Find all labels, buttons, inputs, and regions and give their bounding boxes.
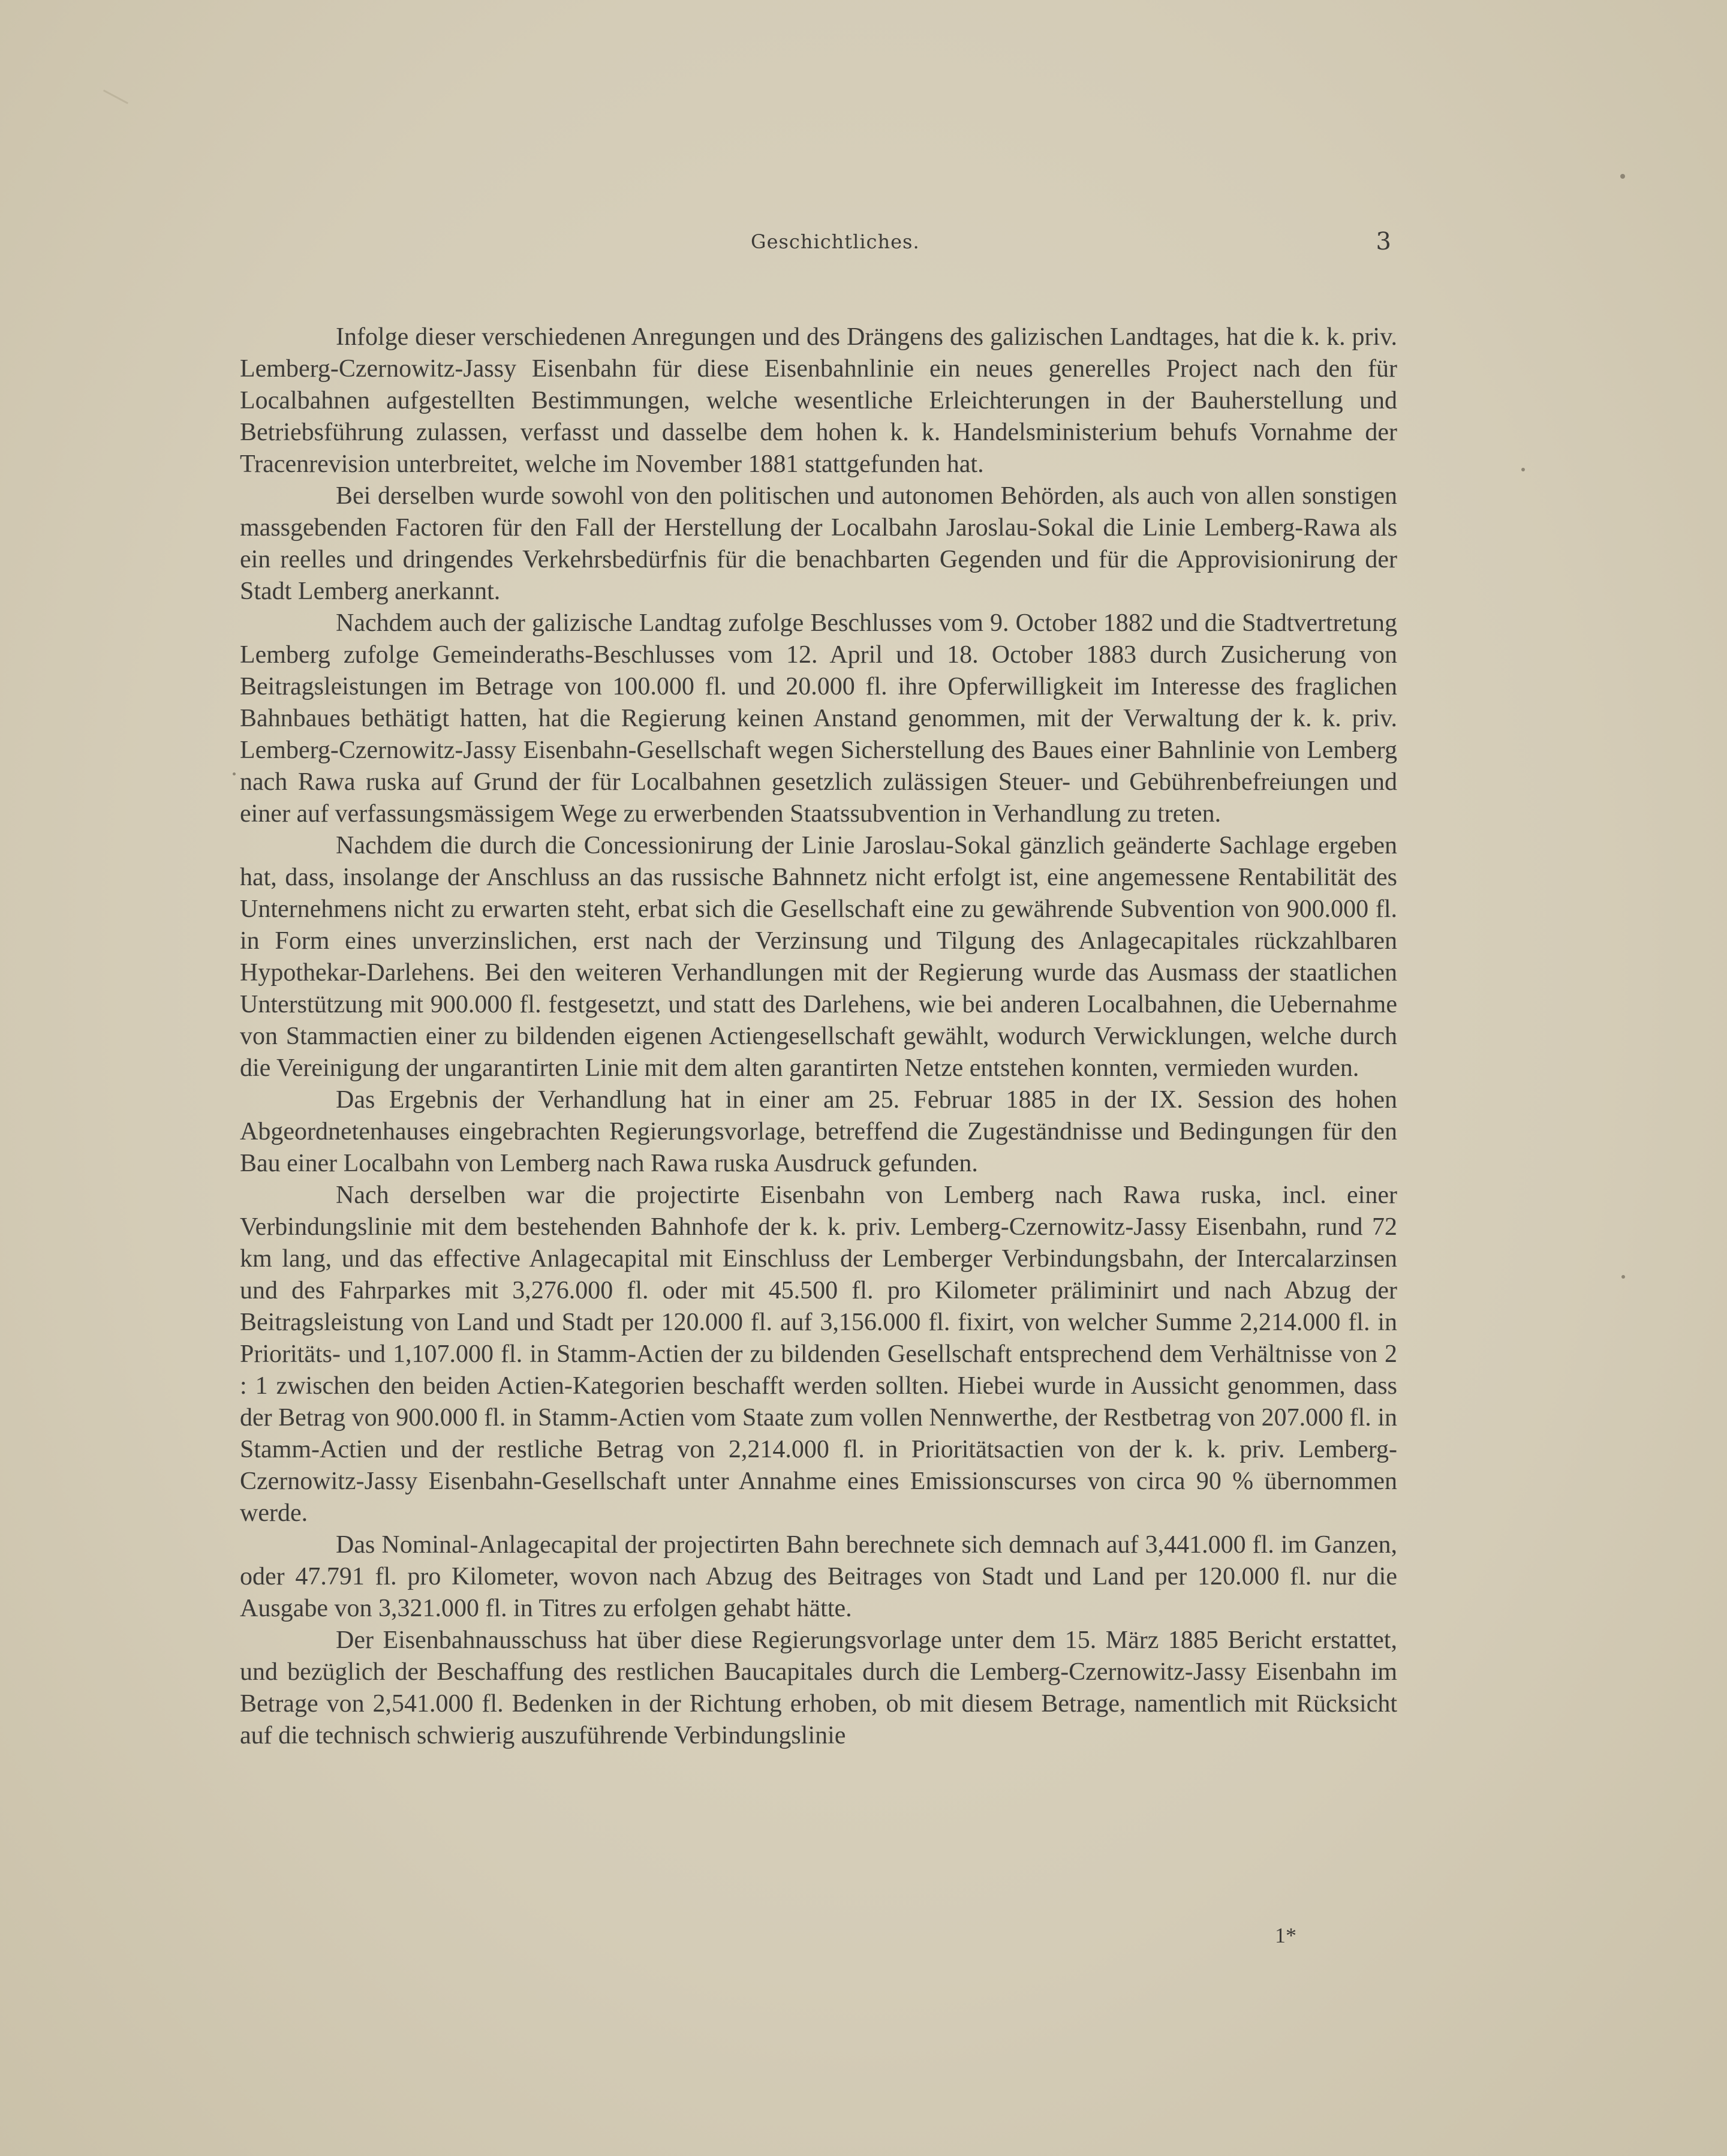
paragraph: Nachdem die durch die Concessionirung der Linie Jaroslau-Sokal gänzlich geänderte Sachlage ergeben hat, dass, insolange der Anschluss an das russische Bahnnetz nicht erfolgt ist, eine angemessene Rentabilität des Unternehmens nicht zu erwarten steht, erbat sich die Gesellschaft eine zu gewährende Subvention von 900.000 fl. in Form eines unverzinslichen, erst nach der Verzinsung und Tilgung des Anlagecapitales rückzahlbaren Hypothekar-Darlehens. Bei den weiteren Verhandlungen mit der Regierung wurde das Ausmass der staatlichen Unterstützung mit 900.000 fl. festgesetzt, und statt des Darlehens, wie bei anderen Localbahnen, die Uebernahme von Stammactien einer zu bildenden eigenen Actiengesellschaft gewählt, wodurch Verwicklungen, welche durch die Vereinigung der ungarantirten Linie mit dem alten garantirten Netze entstehen konnten, vermieden wurden. (240, 832, 1397, 1082)
paragraph: Das Ergebnis der Verhandlung hat in einer am 25. Februar 1885 in der IX. Session des hohen Abgeordnetenhauses eingebrachten Regierungsvorlage, betreffend die Zugeständnisse und Bedingungen für den Bau einer Localbahn von Lemberg nach Rawa ruska Ausdruck gefunden. (240, 1086, 1397, 1177)
paper-speck (233, 772, 236, 775)
running-title: Geschichtliches. (751, 230, 920, 253)
page-number: 3 (1376, 228, 1391, 255)
signature-mark: 1* (1275, 1923, 1296, 1947)
paragraph: Nach derselben war die projectirte Eisenbahn von Lemberg nach Rawa ruska, incl. einer Verbindungslinie mit dem bestehenden Bahnhofe der k. k. priv. Lemberg-Czernowitz-Jassy Eisenbahn, rund 72 km lang, und das effective Anlagecapital mit Einschluss der Lemberger Verbindungsbahn, der Intercalarzinsen und des Fahrparkes mit 3,276.000 fl. oder mit 45.500 fl. pro Kilometer präliminirt und nach Abzug der Beitragsleistung von Land und Stadt per 120.000 fl. auf 3,156.000 fl. fixirt, von welcher Summe 2,214.000 fl. in Prioritäts- und 1,107.000 fl. in Stamm-Actien der zu bildenden Gesellschaft entsprechend dem Verhältnisse von 2 : 1 zwischen den beiden Actien-Kategorien beschafft werden sollten. Hiebei wurde in Aussicht genommen, dass der Betrag von 900.000 fl. in Stamm-Actien vom Staate zum vollen Nennwerthe, der Restbetrag von 207.000 fl. in Stamm-Actien und der restliche Betrag von 2,214.000 fl. in Prioritätsactien von der k. k. priv. Lemberg-Czernowitz-Jassy Eisenbahn-Gesellschaft unter Annahme eines Emissionscurses von circa 90 % übernommen werde. (240, 1181, 1397, 1527)
running-head (240, 230, 1391, 266)
paragraph: Infolge dieser verschiedenen Anregungen und des Drängens des galizischen Landtages, hat die k. k. priv. Lemberg-Czernowitz-Jassy Eisenbahn für diese Eisenbahnlinie ein neues generelles Project nach den für Localbahnen aufgestellten Bestimmungen, welche wesentliche Erleichterungen in der Bauherstellung und Betriebsführung zulassen, verfasst und dasselbe dem hohen k. k. Handelsministerium behufs Vornahme der Tracenrevision unterbreitet, welche im November 1881 stattgefunden hat. (240, 323, 1397, 478)
paper-speck (1521, 468, 1525, 471)
paragraph: Nachdem auch der galizische Landtag zufolge Beschlusses vom 9. October 1882 und die Stadtvertretung Lemberg zufolge Gemeinderaths-Beschlusses vom 12. April und 18. October 1883 durch Zusicherung von Beitragsleistungen im Betrage von 100.000 fl. und 20.000 fl. ihre Opferwilligkeit im Interesse des fraglichen Bahnbaues bethätigt hatten, hat die Regierung keinen Anstand genommen, mit der Verwaltung der k. k. priv. Lemberg-Czernowitz-Jassy Eisenbahn-Gesellschaft wegen Sicherstellung des Baues einer Bahnlinie von Lemberg nach Rawa ruska auf Grund der für Localbahnen gesetzlich zulässigen Steuer- und Gebührenbefreiungen und einer auf verfassungsmässigem Wege zu erwerbenden Staatssubvention in Verhandlung zu treten. (240, 609, 1397, 828)
paragraph: Bei derselben wurde sowohl von den politischen und autonomen Behörden, als auch von allen sonstigen massgebenden Factoren für den Fall der Herstellung der Localbahn Jaroslau-Sokal die Linie Lemberg-Rawa als ein reelles und dringendes Verkehrsbedürfnis für die benachbarten Gegenden und für die Approvisionirung der Stadt Lemberg anerkannt. (240, 482, 1397, 605)
paragraph: Das Nominal-Anlagecapital der projectirten Bahn berechnete sich demnach auf 3,441.000 fl. im Ganzen, oder 47.791 fl. pro Kilometer, wovon nach Abzug des Beitrages von Stadt und Land per 120.000 fl. nur die Ausgabe von 3,321.000 fl. in Titres zu erfolgen gehabt hätte. (240, 1531, 1397, 1622)
paper-speck (1620, 174, 1625, 179)
paper-speck (1621, 1275, 1625, 1279)
paper-mark (103, 89, 128, 104)
body-text (240, 321, 1397, 1752)
paragraph: Der Eisenbahnausschuss hat über diese Regierungsvorlage unter dem 15. März 1885 Bericht erstattet, und bezüglich der Beschaffung des restlichen Baucapitales durch die Lemberg-Czernowitz-Jassy Eisenbahn im Betrage von 2,541.000 fl. Bedenken in der Richtung erhoben, ob mit diesem Betrage, namentlich mit Rücksicht auf die technisch schwierig auszuführende Verbindungslinie (240, 1626, 1397, 1749)
